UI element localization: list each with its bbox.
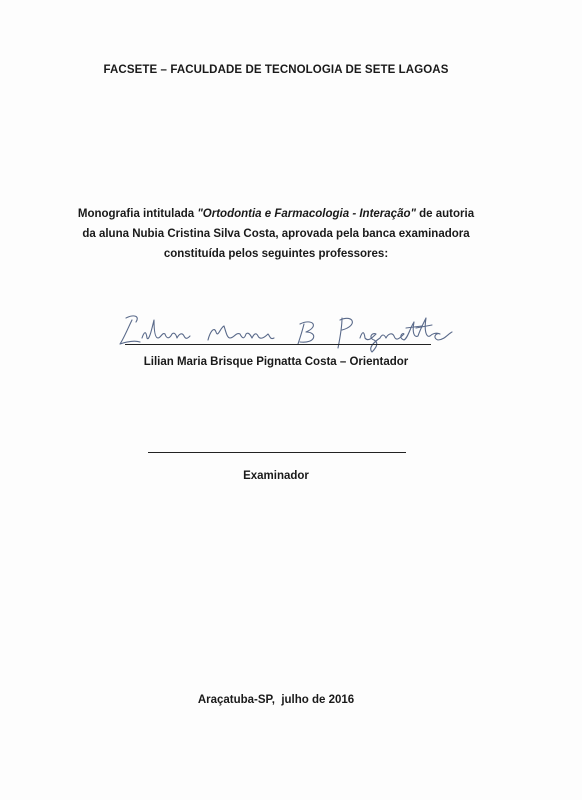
approval-line-3: constituída pelos seguintes professores: (163, 248, 389, 260)
institution-header: FACSETE – FACULDADE DE TECNOLOGIA DE SETE LAGOAS (103, 64, 449, 76)
examiner-label: Examinador (243, 470, 309, 482)
approval-statement (60, 204, 492, 264)
advisor-name: Lilian Maria Brisque Pignatta Costa – Orientador (143, 356, 409, 368)
approval-suffix: de autoria (415, 208, 475, 220)
approval-line-2: da aluna Nubia Cristina Silva Costa, aprovada pela banca examinadora (82, 228, 470, 240)
place-and-date: Araçatuba-SP, julho de 2016 (197, 694, 355, 706)
handwritten-signature (110, 298, 470, 354)
advisor-signature-line (125, 344, 431, 345)
monograph-title: "Ortodontia e Farmacologia - Interação" (197, 208, 416, 220)
examiner-signature-line (148, 452, 406, 453)
approval-prefix: Monografia intitulada (77, 208, 198, 220)
